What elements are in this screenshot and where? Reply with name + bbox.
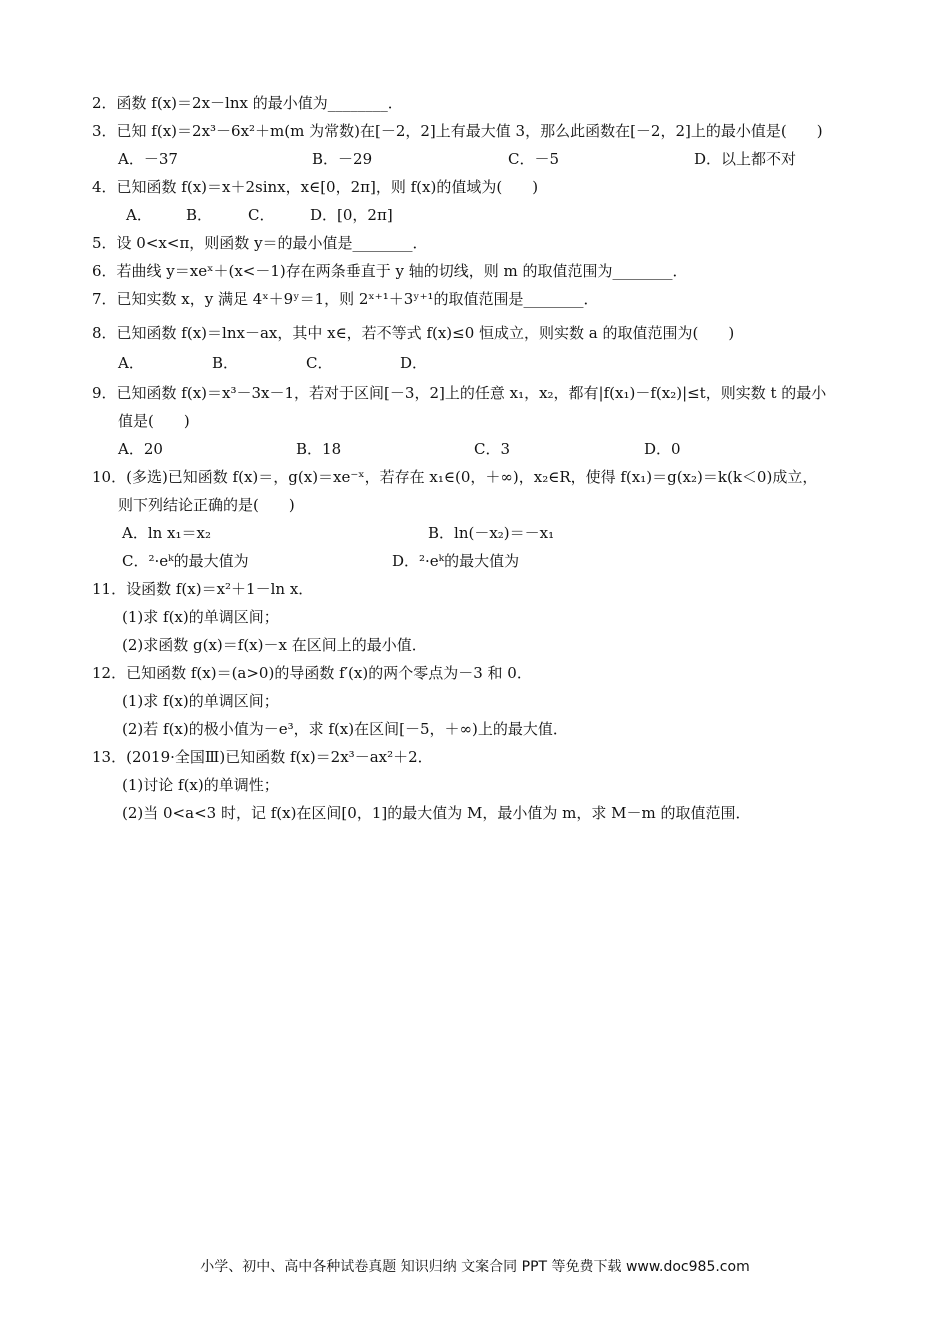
- question-11: 11．设函数 f(x)＝x²＋1－ln x．: [92, 580, 314, 598]
- option-d: D．[0，2π]: [310, 206, 393, 224]
- question-7: 7．已知实数 x，y 满足 4ˣ＋9ʸ＝1，则 2ˣ⁺¹＋3ʸ⁺¹的取值范围是________．: [92, 290, 599, 308]
- option-d: D．以上都不对: [694, 150, 797, 168]
- question-8: 8．已知函数 f(x)＝lnx－ax，其中 x∈，若不等式 f(x)≤0 恒成立，则实数 a 的取值范围为( ): [92, 324, 735, 342]
- question-9: 9．已知函数 f(x)＝x³－3x－1，若对于区间[－3，2]上的任意 x₁，x₂，都有|f(x₁)－f(x₂)|≤t，则实数 t 的最小: [92, 384, 827, 402]
- option-c: C．3: [474, 440, 511, 458]
- question-12-part-2: (2)若 f(x)的极小值为－e³，求 f(x)在区间[－5，＋∞)上的最大值．: [122, 720, 568, 738]
- option-b: B．ln(－x₂)＝－x₁: [428, 524, 555, 542]
- option-c: C．: [306, 354, 333, 372]
- question-4: 4．已知函数 f(x)＝x＋2sinx，x∈[0，2π]，则 f(x)的值域为( ): [92, 178, 539, 196]
- option-a: A．20: [118, 440, 163, 458]
- question-12-part-1: (1)求 f(x)的单调区间；: [122, 692, 279, 710]
- question-11-part-2: (2)求函数 g(x)＝f(x)－x 在区间上的最小值．: [122, 636, 427, 654]
- option-a: A．ln x₁＝x₂: [122, 524, 212, 542]
- option-a: A．: [126, 206, 152, 224]
- option-c: C．－5: [508, 150, 560, 168]
- question-12: 12．已知函数 f(x)＝(a>0)的导函数 f′(x)的两个零点为－3 和 0．: [92, 664, 532, 682]
- question-2: 2．函数 f(x)＝2x－lnx 的最小值为________．: [92, 94, 403, 112]
- question-10: 10．(多选)已知函数 f(x)＝，g(x)＝xe⁻ˣ，若存在 x₁∈(0，＋∞)，x₂∈R，使得 f(x₁)＝g(x₂)＝k(k＜0)成立，: [92, 468, 818, 486]
- question-9-continued: 值是( ): [118, 412, 190, 430]
- option-c: C．²·eᵏ的最大值为: [122, 552, 249, 570]
- option-b: B．－29: [312, 150, 373, 168]
- question-11-part-1: (1)求 f(x)的单调区间；: [122, 608, 279, 626]
- question-3: 3．已知 f(x)＝2x³－6x²＋m(m 为常数)在[－2，2]上有最大值 3，那么此函数在[－2，2]上的最小值是( ): [92, 122, 823, 140]
- option-b: B．: [186, 206, 213, 224]
- option-c: C．: [248, 206, 275, 224]
- question-13: 13．(2019·全国Ⅲ)已知函数 f(x)＝2x³－ax²＋2．: [92, 748, 433, 766]
- page-footer: 小学、初中、高中各种试卷真题 知识归纳 文案合同 PPT 等免费下载 www.doc985.com: [200, 1259, 750, 1275]
- option-a: A．: [118, 354, 144, 372]
- question-10-continued: 则下列结论正确的是( ): [118, 496, 295, 514]
- question-13-part-1: (1)讨论 f(x)的单调性；: [122, 776, 279, 794]
- question-13-part-2: (2)当 0<a<3 时，记 f(x)在区间[0，1]的最大值为 M，最小值为 m，求 M－m 的取值范围．: [122, 804, 751, 822]
- question-6: 6．若曲线 y＝xeˣ＋(x<－1)存在两条垂直于 y 轴的切线，则 m 的取值范围为________．: [92, 262, 688, 280]
- option-b: B．: [212, 354, 239, 372]
- option-b: B．18: [296, 440, 342, 458]
- question-5: 5．设 0<x<π，则函数 y＝的最小值是________．: [92, 234, 428, 252]
- option-d: D．²·eᵏ的最大值为: [392, 552, 520, 570]
- option-d: D．: [400, 354, 428, 372]
- option-d: D．0: [644, 440, 681, 458]
- option-a: A．－37: [118, 150, 178, 168]
